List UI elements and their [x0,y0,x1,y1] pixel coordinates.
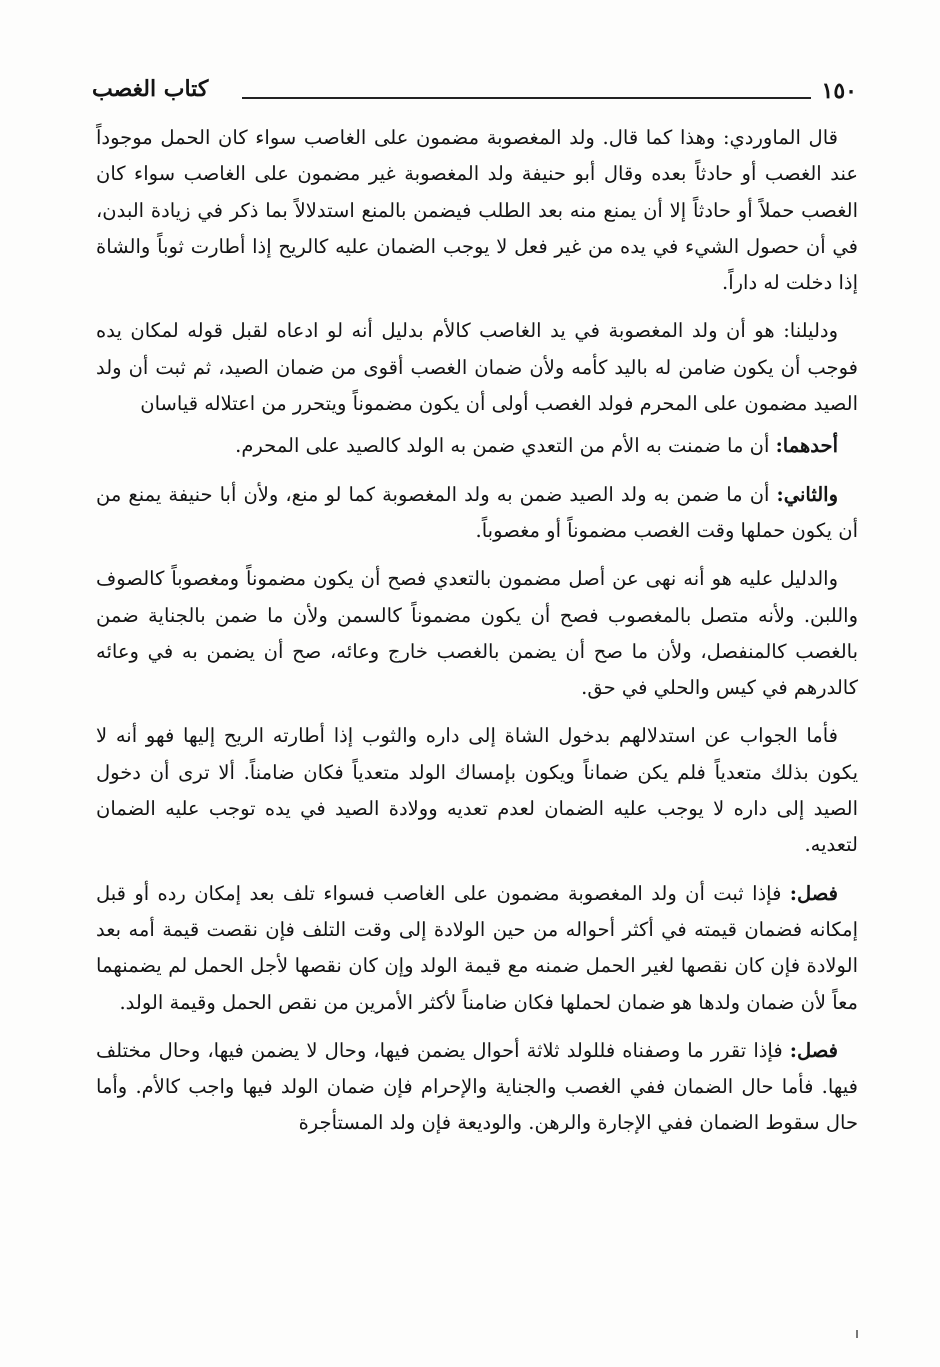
paragraph-text: فإذا تقرر ما وصفناه فللولد ثلاثة أحوال يضمن فيها، وحال لا يضمن فيها، وحال مختلف فيها. فأما حال الضمان ففي الغصب والجناية والإحرام فإن ضمان الولد فيها واجب كالأم. وأما حال سقوط الضمان ففي الإجارة والرهن. والوديعة فإن ولد المستأجرة [96,1038,858,1135]
paragraph [96,876,858,1021]
paragraph-text: أن ما ضمنت به الأم من التعدي ضمن به الولد كالصيد على المحرم. [235,434,776,458]
page-header [92,76,857,112]
paragraph-text: والدليل عليه هو أنه نهى عن أصل مضمون بالتعدي فصح أن يكون مضموناً ومغصوباً كالصوف واللبن. ولأنه متصل بالمغصوب فصح أن يكون مضموناً كالسمن ولأن ما ضمن بالجناية ضمن بالغصب كالمنفصل، ولأن ما صح أن يضمن بالغصب خارج وعائه، صح أن يضمن به في وعائه كالدرهم في كيس والحلي في حق. [96,567,858,700]
page-number: ١٥٠ [821,78,857,104]
paragraph-text: فأما الجواب عن استدلالهم بدخول الشاة إلى داره والثوب إذا أطارته الريح إليها فهو أنه لا يكون بذلك متعدياً فلم يكن ضماناً ويكون بإمساك الولد متعدياً فكان ضامناً. ألا ترى أن دخول الصيد إلى داره لا يوجب عليه الضمان لعدم تعديه وولادة الصيد في يده توجب عليه الضمان لتعديه. [96,724,858,857]
paragraph-text: فإذا ثبت أن ولد المغصوبة مضمون على الغاصب فسواء تلف بعد إمكان رده أو قبل إمكانه فضمان قيمته في أكثر أحواله من حين الولادة إلى وقت التلف فإن نقصت قيمة أمه بعد الولادة فإن كان نقصها لغير الحمل ضمنه مع قيمة الولد وإن كان نقصها لأجل الحمل لم يضمنهما معاً لأن ضمان ولدها هو ضمان لحملها فكان ضامناً لأكثر الأمرين من نقص الحمل وقيمة الولد. [96,881,858,1014]
paragraph-lead: والثاني: [776,482,838,506]
header-rule [242,97,811,99]
paragraph-text: أن ما ضمن به ولد الصيد ضمن به ولد المغصوبة كما لو منع، ولأن أبا حنيفة يمنع من أن يكون حملها وقت الغصب مضموناً أو مغصوباً. [96,482,858,542]
paragraph [96,428,858,464]
book-title: كتاب الغصب [92,76,209,102]
paragraph [96,120,858,301]
paragraph [96,561,858,706]
paragraph-text: ودليلنا: هو أن ولد المغصوبة في يد الغاصب كالأم بدليل أنه لو ادعاه لقبل قوله لمكان يده فوجب أن يكون ضامن له باليد كأمه ولأن ضمان الغصب أقوى من ضمان الصيد، ثم ثبت أن ولد الصيد مضمون على المحرم فولد الغصب أولى أن يكون مضموناً ويتحرر من اعتلاله قياسان [96,319,858,416]
paragraph [96,1033,858,1142]
paragraph [96,718,858,863]
margin-mark [856,1330,858,1338]
paragraph-text: قال الماوردي: وهذا كما قال. ولد المغصوبة مضمون على الغاصب سواء كان الحمل موجوداً عند الغصب أو حادثاً بعده وقال أبو حنيفة ولد المغصوبة غير مضمون على الغاصب سواء كان الغصب حملاً أو حادثاً إلا أن يمنع منه بعد الطلب فيضمن بالمنع استدلالاً بما ذكر في زيادة البدن، في أن حصول الشيء في يده من غير فعل لا يوجب الضمان عليه كالريح إذا أطارت ثوباً والشاة إذا دخلت له داراً. [96,126,858,295]
paragraph-lead: فصل: [789,1038,838,1062]
paragraph [96,477,858,550]
page-body [96,120,858,1154]
paragraph [96,313,858,422]
paragraph-lead: فصل: [789,881,838,905]
paragraph-lead: أحدهما: [775,434,838,458]
